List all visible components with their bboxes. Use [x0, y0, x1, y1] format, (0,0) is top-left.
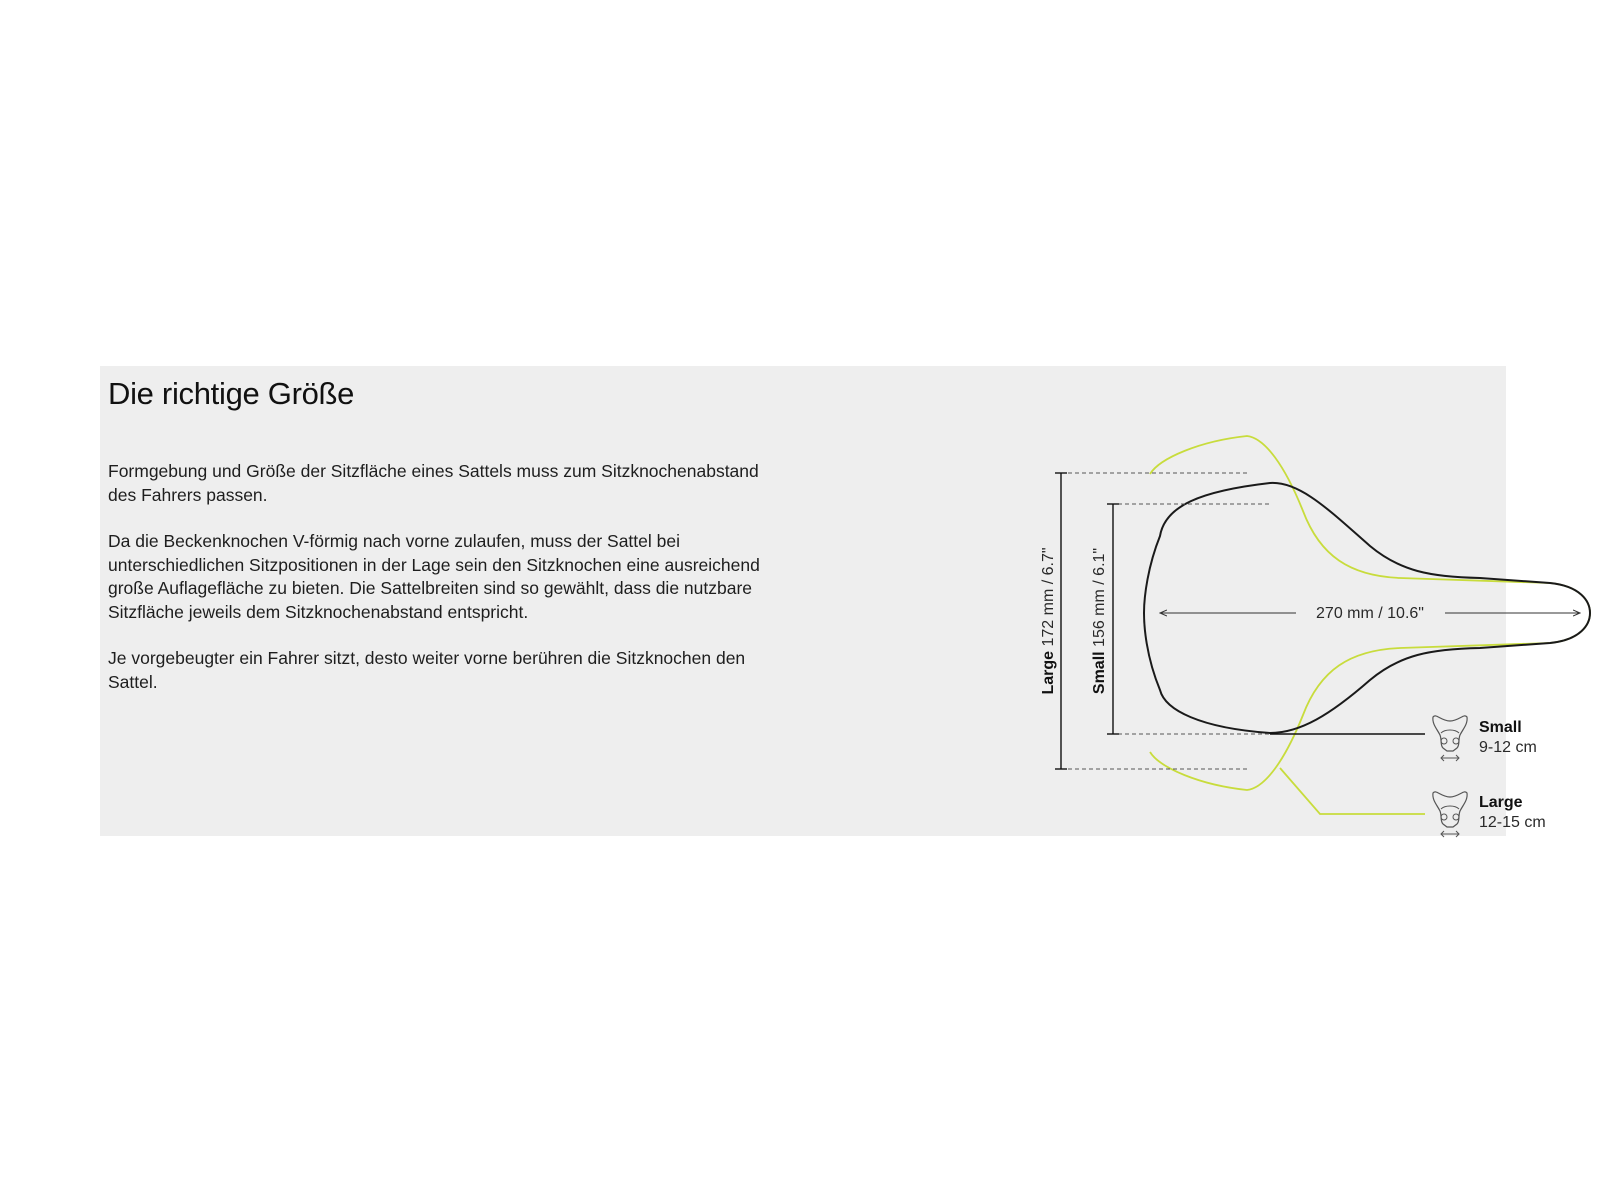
paragraph-2: Da die Beckenknochen V-förmig nach vorne zulaufen, muss der Sattel bei unterschiedlichen Sitzpositionen in der Lage sein den Sitzknochen eine ausreichend große Auflagefläche zu bieten. Die Sattelbreiten sind so gewählt, dass die nutzbare Sitzfläche jeweils dem Sitzknochenabstand entspricht. [108, 531, 760, 622]
length-label: 270 mm / 10.6" [1316, 605, 1424, 622]
pelvis-icon [1433, 716, 1467, 761]
pelvis-icon [1433, 792, 1467, 837]
size-info-panel [100, 366, 1546, 836]
legend-small-size: Small [1479, 719, 1522, 736]
small-width-label: Small 156 mm / 6.1" [1091, 547, 1108, 695]
small-width-dimension [1107, 504, 1119, 734]
legend-large-size: Large [1479, 794, 1523, 811]
legend-large-range: 12-15 cm [1479, 814, 1546, 831]
page-title: Die richtige Größe [108, 376, 355, 411]
large-leader-line [1280, 768, 1425, 814]
legend-large [1433, 792, 1546, 837]
saddle-size-diagram [100, 366, 1546, 836]
length-dimension [1160, 605, 1580, 622]
large-width-label: Large 172 mm / 6.7" [1040, 547, 1057, 695]
paragraph-1: Formgebung und Größe der Sitzfläche eines Sattels muss zum Sitzknochenabstand des Fahrers passen. [108, 461, 759, 505]
legend-small [1433, 716, 1537, 761]
legend-small-range: 9-12 cm [1479, 739, 1537, 756]
paragraph-3: Je vorgebeugter ein Fahrer sitzt, desto weiter vorne berühren die Sitzknochen den Sattel. [108, 648, 746, 692]
